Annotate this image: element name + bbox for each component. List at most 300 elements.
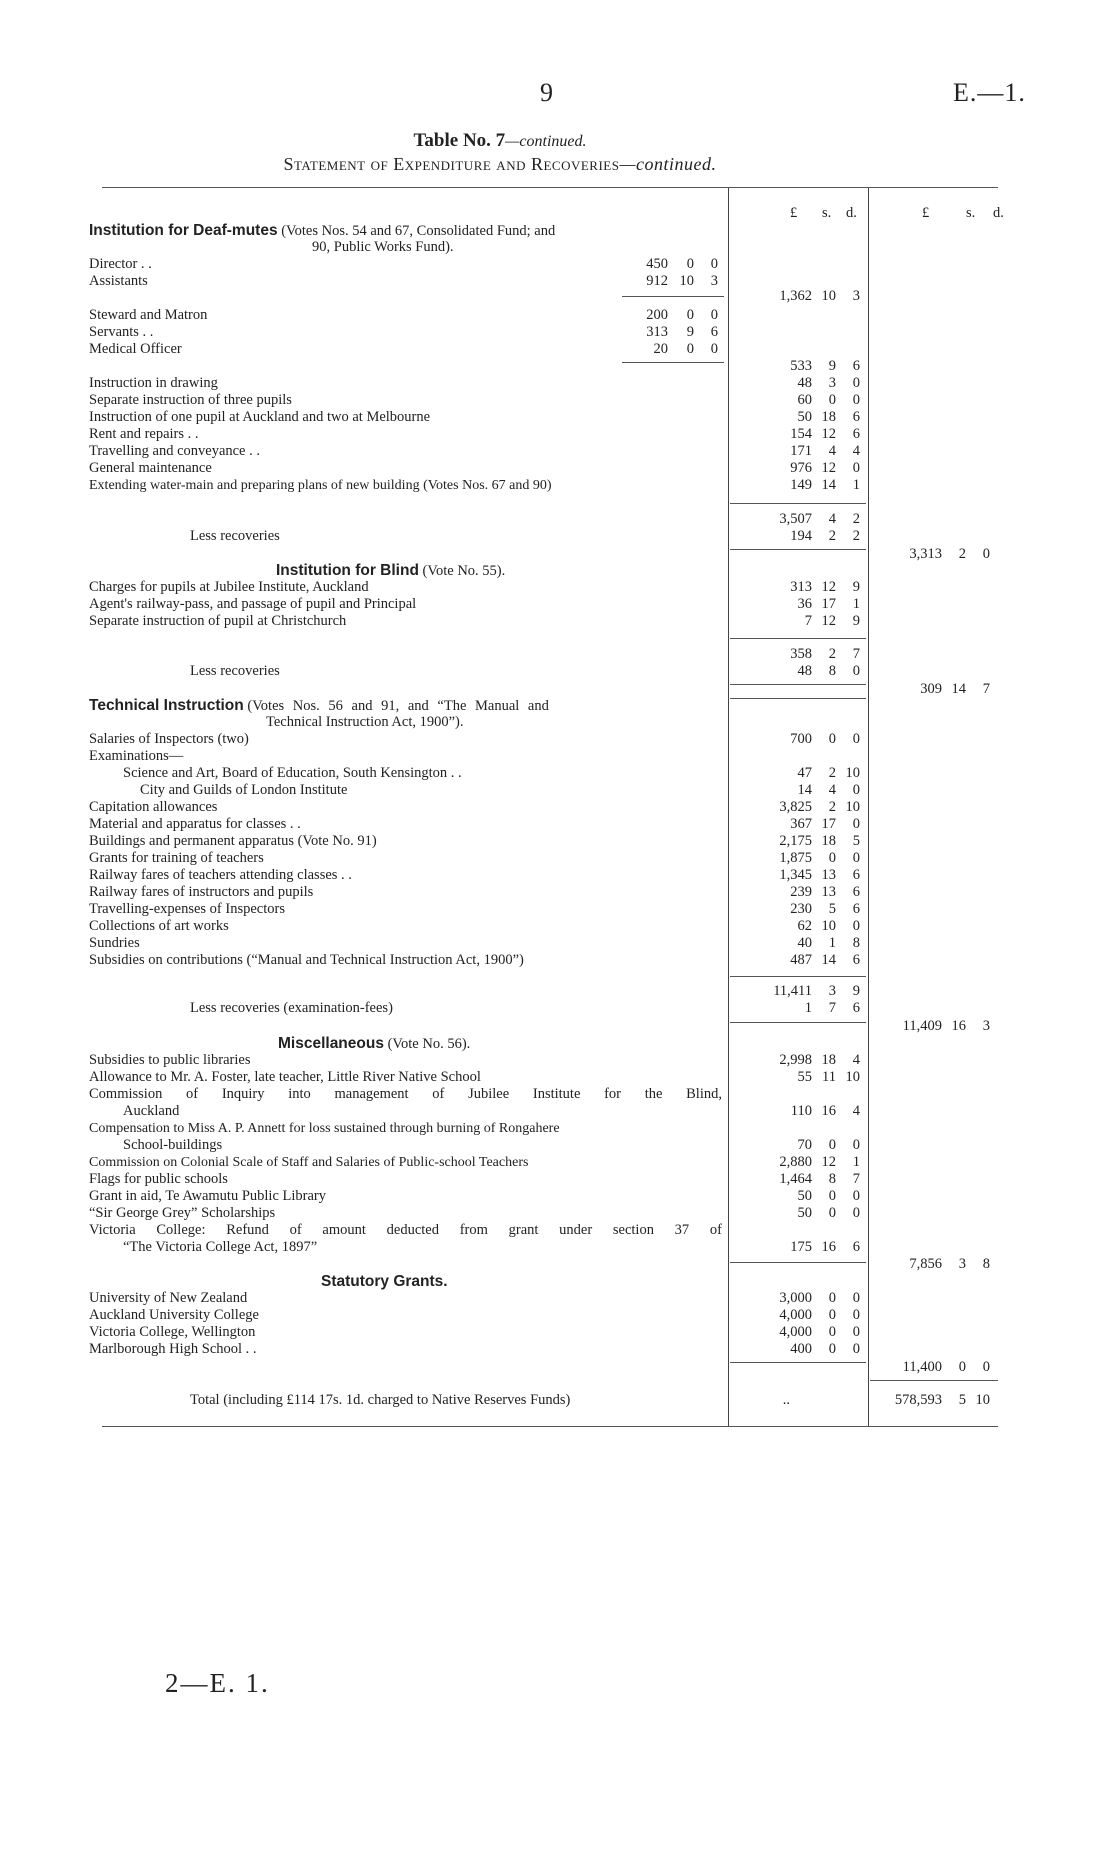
- net-row: [0, 1256, 1114, 1273]
- amount-shillings: 16: [821, 1103, 836, 1119]
- amount-pence: 6: [852, 884, 860, 900]
- row-label: Subsidies to public libraries: [89, 1052, 251, 1068]
- amount-shillings: 0: [828, 1341, 836, 1357]
- table-row: [0, 1290, 1114, 1307]
- amount-shillings: 13: [821, 867, 836, 883]
- table-row: [0, 816, 1114, 833]
- table-row: [0, 1103, 1114, 1120]
- amount-pounds: 976: [790, 460, 812, 476]
- col2-pounds-header: £: [790, 205, 798, 221]
- amount-shillings: 9: [686, 324, 694, 340]
- row-label: Sundries: [89, 935, 140, 951]
- amount-shillings: 0: [828, 850, 836, 866]
- amount-pounds: 313: [646, 324, 668, 340]
- row-label: Director . .: [89, 256, 152, 272]
- amount-pence: 0: [852, 731, 860, 747]
- row-label: Victoria College, Wellington: [89, 1324, 256, 1340]
- net-shillings: 2: [958, 546, 966, 562]
- misc-heading-text: [278, 1035, 470, 1053]
- row-label: Science and Art, Board of Education, South Kensington . .: [123, 765, 462, 781]
- amount-shillings: 7: [828, 1000, 836, 1016]
- row-label: Travelling and conveyance . .: [89, 443, 260, 459]
- subtotal-pounds: 1,362: [779, 288, 812, 304]
- less-recoveries-row: [0, 528, 1114, 545]
- amount-pounds: 450: [646, 256, 668, 272]
- amount-pence: 0: [852, 918, 860, 934]
- net-pounds: 11,409: [902, 1018, 942, 1034]
- total-pounds: 3,507: [779, 511, 812, 527]
- net-row: [0, 681, 1114, 698]
- row-label: Railway fares of instructors and pupils: [89, 884, 314, 900]
- table-row: [0, 731, 1114, 748]
- amount-shillings: 0: [828, 1290, 836, 1306]
- blind-heading-note: (Vote No. 55).: [422, 563, 506, 579]
- amount-shillings: 12: [821, 426, 836, 442]
- table-row: [0, 1205, 1114, 1222]
- amount-shillings: 4: [828, 782, 836, 798]
- table-row: [0, 833, 1114, 850]
- table-row: [0, 1052, 1114, 1069]
- amount-pounds: 367: [790, 816, 812, 832]
- total-shillings: 3: [828, 983, 836, 999]
- grand-total-pence: 10: [975, 1392, 990, 1408]
- total-rule: [730, 503, 866, 504]
- table-row: [0, 256, 1114, 273]
- net-pence: 0: [982, 1359, 990, 1375]
- total-rule: [730, 976, 866, 977]
- amount-shillings: 11: [822, 1069, 836, 1085]
- amount-shillings: 5: [828, 901, 836, 917]
- col3-shillings-header: s.: [966, 205, 976, 221]
- table-row: [0, 884, 1114, 901]
- table-row: [0, 782, 1114, 799]
- amount-pounds: 700: [790, 731, 812, 747]
- net-shillings: 16: [951, 1018, 966, 1034]
- amount-pounds: 1,464: [779, 1171, 812, 1187]
- amount-shillings: 3: [828, 375, 836, 391]
- amount-shillings: 0: [828, 1188, 836, 1204]
- row-label: Allowance to Mr. A. Foster, late teacher, Little River Native School: [89, 1069, 481, 1085]
- amount-shillings: 18: [821, 409, 836, 425]
- amount-pounds: 200: [646, 307, 668, 323]
- amount-pence: 4: [852, 443, 860, 459]
- amount-pence: 0: [852, 1205, 860, 1221]
- amount-pounds: 4,000: [779, 1324, 812, 1340]
- row-label: Auckland University College: [89, 1307, 259, 1323]
- signature-mark: 2—E. 1.: [165, 1668, 270, 1698]
- row-label: Grant in aid, Te Awamutu Public Library: [89, 1188, 326, 1204]
- row-label: Examinations—: [89, 748, 184, 764]
- amount-pounds: 48: [797, 375, 812, 391]
- amount-shillings: 17: [821, 596, 836, 612]
- amount-shillings: 0: [828, 392, 836, 408]
- amount-pence: 0: [852, 1137, 860, 1153]
- row-label: Rent and repairs . .: [89, 426, 199, 442]
- row-label: Victoria College: Refund of amount deducted from grant under section 37 of: [89, 1222, 722, 1238]
- table-row: [0, 867, 1114, 884]
- row-label-continued: Auckland: [123, 1103, 180, 1119]
- amount-pounds: 1,345: [779, 867, 812, 883]
- subtotal-row: [0, 358, 1114, 375]
- amount-shillings: 12: [821, 579, 836, 595]
- amount-shillings: 0: [686, 341, 694, 357]
- amount-shillings: 0: [686, 307, 694, 323]
- statutory-heading: [0, 1273, 1114, 1290]
- amount-pounds: 47: [797, 765, 812, 781]
- table-row: [0, 748, 1114, 765]
- grand-total-row: [0, 1392, 1114, 1409]
- row-label: Marlborough High School . .: [89, 1341, 257, 1357]
- total-row: [0, 511, 1114, 528]
- table-row: [0, 799, 1114, 816]
- amount-shillings: 14: [821, 477, 836, 493]
- net-row: [0, 546, 1114, 563]
- table-row: [0, 765, 1114, 782]
- amount-pence: 0: [852, 850, 860, 866]
- amount-pounds: 154: [790, 426, 812, 442]
- amount-pence: 6: [852, 426, 860, 442]
- row-label: Extending water-main and preparing plans of new building (Votes Nos. 67 and 90): [89, 478, 552, 493]
- table-row: [0, 850, 1114, 867]
- bottom-rule: [102, 1426, 998, 1427]
- amount-pounds: 171: [790, 443, 812, 459]
- technical-heading-title: Technical Instruction: [89, 697, 244, 714]
- table-row: [0, 1239, 1114, 1256]
- row-label: Capitation allowances: [89, 799, 218, 815]
- amount-pounds: 2,880: [779, 1154, 812, 1170]
- amount-pence: 5: [852, 833, 860, 849]
- net-pounds: 7,856: [909, 1256, 942, 1272]
- amount-shillings: 14: [821, 952, 836, 968]
- net-pounds: 3,313: [909, 546, 942, 562]
- amount-pounds: 194: [790, 528, 812, 544]
- amount-pounds: 1: [804, 1000, 812, 1016]
- misc-heading-note: (Vote No. 56).: [387, 1036, 471, 1052]
- total-row: [0, 646, 1114, 663]
- amount-pounds: 912: [646, 273, 668, 289]
- amount-pence: 9: [852, 579, 860, 595]
- amount-pence: 6: [852, 901, 860, 917]
- amount-pounds: 48: [797, 663, 812, 679]
- amount-shillings: 13: [821, 884, 836, 900]
- net-pence: 8: [982, 1256, 990, 1272]
- amount-pounds: 7: [804, 613, 812, 629]
- misc-heading-title: Miscellaneous: [278, 1035, 384, 1052]
- amount-shillings: 0: [828, 731, 836, 747]
- amount-shillings: 0: [686, 256, 694, 272]
- row-label-continued: “The Victoria College Act, 1897”: [123, 1239, 318, 1255]
- amount-pounds: 40: [797, 935, 812, 951]
- table-subtitle: [0, 154, 1000, 175]
- row-label: General maintenance: [89, 460, 212, 476]
- table-row: [0, 935, 1114, 952]
- amount-pence: 0: [852, 1188, 860, 1204]
- technical-heading-note2: Technical Instruction Act, 1900”).: [266, 714, 464, 730]
- row-label: Collections of art works: [89, 918, 229, 934]
- subtotal-pounds: 533: [790, 358, 812, 374]
- net-pounds: 309: [920, 681, 942, 697]
- subtotal-pence: 3: [852, 288, 860, 304]
- amount-pence: 0: [852, 375, 860, 391]
- table-row: [0, 477, 1114, 494]
- row-label: Commission of Inquiry into management of Jubilee Institute for the Blind,: [89, 1086, 722, 1102]
- page-number: 9: [540, 78, 553, 107]
- table-title: [0, 130, 1000, 152]
- amount-shillings: 8: [828, 663, 836, 679]
- amount-pounds: 230: [790, 901, 812, 917]
- row-label: Railway fares of teachers attending classes . .: [89, 867, 352, 883]
- amount-pence: 2: [852, 528, 860, 544]
- table-row: [0, 901, 1114, 918]
- amount-pence: 6: [710, 324, 718, 340]
- deaf-heading: [0, 222, 1114, 239]
- amount-pence: 7: [852, 1171, 860, 1187]
- amount-pence: 0: [852, 816, 860, 832]
- amount-pounds: 14: [797, 782, 812, 798]
- grand-total-pounds: 578,593: [894, 1392, 942, 1408]
- amount-pence: 6: [852, 952, 860, 968]
- amount-shillings: 12: [821, 1154, 836, 1170]
- amount-pence: 0: [852, 392, 860, 408]
- amount-shillings: 0: [828, 1307, 836, 1323]
- total-rule: [730, 638, 866, 639]
- row-label: Separate instruction of three pupils: [89, 392, 292, 408]
- amount-pence: 9: [852, 613, 860, 629]
- table-row: [0, 918, 1114, 935]
- row-label: Instruction in drawing: [89, 375, 218, 391]
- amount-shillings: 12: [821, 613, 836, 629]
- row-label: Medical Officer: [89, 341, 182, 357]
- table-row: [0, 1188, 1114, 1205]
- amount-pence: 4: [852, 1052, 860, 1068]
- row-label: Salaries of Inspectors (two): [89, 731, 249, 747]
- row-label: Separate instruction of pupil at Christchurch: [89, 613, 347, 629]
- technical-heading-text: [89, 697, 549, 715]
- amount-pounds: 50: [797, 1188, 812, 1204]
- table-row: [0, 1069, 1114, 1086]
- amount-pounds: 3,825: [779, 799, 812, 815]
- statutory-heading-title: Statutory Grants.: [321, 1273, 448, 1290]
- col2-pence-header: d.: [846, 205, 857, 221]
- amount-shillings: 2: [828, 528, 836, 544]
- column-header-row: [0, 205, 1114, 222]
- amount-pounds: 487: [790, 952, 812, 968]
- amount-pence: 10: [845, 799, 860, 815]
- deaf-heading-note2: 90, Public Works Fund).: [312, 239, 454, 255]
- amount-pounds: 149: [790, 477, 812, 493]
- amount-pence: 8: [852, 935, 860, 951]
- amount-pounds: 175: [790, 1239, 812, 1255]
- grand-total-blank: ..: [782, 1392, 790, 1408]
- amount-pounds: 2,175: [779, 833, 812, 849]
- amount-shillings: 10: [821, 918, 836, 934]
- amount-pounds: 50: [797, 1205, 812, 1221]
- table-row: [0, 1137, 1114, 1154]
- total-pence: 9: [852, 983, 860, 999]
- blind-heading-title: Institution for Blind: [276, 562, 419, 579]
- table-row: [0, 460, 1114, 477]
- table-row: [0, 392, 1114, 409]
- amount-pounds: 55: [797, 1069, 812, 1085]
- table-row: [0, 1222, 1114, 1239]
- table-row: [0, 613, 1114, 630]
- amount-pounds: 239: [790, 884, 812, 900]
- amount-shillings: 12: [821, 460, 836, 476]
- grand-total-shillings: 5: [958, 1392, 966, 1408]
- row-label: “Sir George Grey” Scholarships: [89, 1205, 276, 1221]
- table-row: [0, 952, 1114, 969]
- amount-pounds: 36: [797, 596, 812, 612]
- amount-pence: 6: [852, 409, 860, 425]
- row-label: Less recoveries: [190, 528, 280, 544]
- amount-shillings: 0: [828, 1324, 836, 1340]
- table-row: [0, 1120, 1114, 1137]
- row-label: Less recoveries: [190, 663, 280, 679]
- deaf-heading-title: Institution for Deaf-mutes: [89, 222, 278, 239]
- blind-heading: [0, 562, 1114, 579]
- amount-pence: 10: [845, 1069, 860, 1085]
- net-row: [0, 1359, 1114, 1376]
- table-row: [0, 1154, 1114, 1171]
- table-row: [0, 1324, 1114, 1341]
- table-row: [0, 341, 1114, 358]
- row-label: Commission on Colonial Scale of Staff and Salaries of Public-school Teachers: [89, 1155, 529, 1170]
- less-recoveries-row: [0, 663, 1114, 680]
- misc-heading: [0, 1035, 1114, 1052]
- row-label: Less recoveries (examination-fees): [190, 1000, 393, 1016]
- row-label: Material and apparatus for classes . .: [89, 816, 301, 832]
- col3-pounds-header: £: [922, 205, 930, 221]
- total-row: [0, 983, 1114, 1000]
- net-shillings: 0: [958, 1359, 966, 1375]
- net-pence: 0: [982, 546, 990, 562]
- row-label: Travelling-expenses of Inspectors: [89, 901, 285, 917]
- table-subtitle-main: Statement of Expenditure and Recoveries: [283, 154, 620, 174]
- blind-heading-text: [276, 562, 505, 580]
- row-label: Servants . .: [89, 324, 154, 340]
- amount-pence: 0: [852, 1324, 860, 1340]
- subtotal-pence: 6: [852, 358, 860, 374]
- total-shillings: 2: [828, 646, 836, 662]
- document-code: E.—1.: [953, 78, 1026, 107]
- amount-pounds: 4,000: [779, 1307, 812, 1323]
- subtotal-row: [0, 288, 1114, 305]
- net-pounds: 11,400: [902, 1359, 942, 1375]
- total-pence: 7: [852, 646, 860, 662]
- amount-pence: 0: [852, 1290, 860, 1306]
- amount-shillings: 4: [828, 443, 836, 459]
- deaf-heading-text: [89, 222, 555, 240]
- technical-heading-line2: [0, 714, 1114, 731]
- net-shillings: 14: [951, 681, 966, 697]
- row-label: Grants for training of teachers: [89, 850, 264, 866]
- table-row: [0, 307, 1114, 324]
- row-label: University of New Zealand: [89, 1290, 248, 1306]
- amount-shillings: 2: [828, 765, 836, 781]
- amount-pence: 0: [852, 663, 860, 679]
- total-shillings: 4: [828, 511, 836, 527]
- amount-pence: 1: [852, 596, 860, 612]
- amount-pence: 0: [852, 782, 860, 798]
- amount-pounds: 313: [790, 579, 812, 595]
- table-row: [0, 443, 1114, 460]
- amount-pence: 0: [852, 1341, 860, 1357]
- less-recoveries-row: [0, 1000, 1114, 1017]
- amount-pence: 1: [852, 477, 860, 493]
- top-rule: [102, 187, 998, 188]
- amount-pence: 0: [852, 460, 860, 476]
- amount-shillings: 18: [821, 1052, 836, 1068]
- amount-shillings: 10: [679, 273, 694, 289]
- table-row: [0, 324, 1114, 341]
- section-rule: [730, 698, 866, 699]
- row-label: Compensation to Miss A. P. Annett for loss sustained through burning of Rongahere: [89, 1121, 560, 1136]
- total-pounds: 11,411: [773, 983, 812, 999]
- row-label: City and Guilds of London Institute: [140, 782, 348, 798]
- amount-pounds: 1,875: [779, 850, 812, 866]
- total-pounds: 358: [790, 646, 812, 662]
- table-subtitle-continued: —continued.: [619, 154, 717, 174]
- amount-shillings: 8: [828, 1171, 836, 1187]
- amount-pence: 6: [852, 1000, 860, 1016]
- table-row: [0, 596, 1114, 613]
- net-pence: 3: [982, 1018, 990, 1034]
- amount-pounds: 20: [653, 341, 668, 357]
- amount-pounds: 400: [790, 1341, 812, 1357]
- amount-shillings: 1: [828, 935, 836, 951]
- row-label: Assistants: [89, 273, 148, 289]
- subtotal-shillings: 10: [821, 288, 836, 304]
- net-shillings: 3: [958, 1256, 966, 1272]
- amount-pence: 0: [710, 307, 718, 323]
- table-row: [0, 579, 1114, 596]
- total-pence: 2: [852, 511, 860, 527]
- amount-shillings: 17: [821, 816, 836, 832]
- table-row: [0, 1086, 1114, 1103]
- deaf-heading-line2: [0, 239, 1114, 256]
- amount-pounds: 60: [797, 392, 812, 408]
- table-row: [0, 1341, 1114, 1358]
- amount-pounds: 110: [790, 1103, 812, 1119]
- subtotal-shillings: 9: [828, 358, 836, 374]
- amount-pence: 1: [852, 1154, 860, 1170]
- row-label: Instruction of one pupil at Auckland and two at Melbourne: [89, 409, 431, 425]
- amount-shillings: 18: [821, 833, 836, 849]
- amount-pounds: 2,998: [779, 1052, 812, 1068]
- technical-heading: [0, 697, 1114, 714]
- amount-pence: 6: [852, 867, 860, 883]
- amount-pence: 3: [710, 273, 718, 289]
- amount-pence: 0: [710, 256, 718, 272]
- row-label: Steward and Matron: [89, 307, 208, 323]
- col3-pence-header: d.: [993, 205, 1004, 221]
- table-row: [0, 1171, 1114, 1188]
- amount-pence: 4: [852, 1103, 860, 1119]
- row-label: Agent's railway-pass, and passage of pupil and Principal: [89, 596, 417, 612]
- amount-pounds: 70: [797, 1137, 812, 1153]
- technical-heading-note: (Votes Nos. 56 and 91, and “The Manual and: [247, 698, 549, 714]
- row-label: Flags for public schools: [89, 1171, 228, 1187]
- deaf-heading-note: (Votes Nos. 54 and 67, Consolidated Fund; and: [281, 223, 556, 239]
- row-label: Charges for pupils at Jubilee Institute, Auckland: [89, 579, 369, 595]
- row-label: Subsidies on contributions (“Manual and Technical Instruction Act, 1900”): [89, 952, 524, 968]
- amount-pence: 0: [710, 341, 718, 357]
- table-row: [0, 426, 1114, 443]
- grand-total-label: Total (including £114 17s. 1d. charged to Native Reserves Funds): [190, 1392, 571, 1408]
- amount-shillings: 0: [828, 1137, 836, 1153]
- amount-pence: 0: [852, 1307, 860, 1323]
- row-label-continued: School-buildings: [123, 1137, 223, 1153]
